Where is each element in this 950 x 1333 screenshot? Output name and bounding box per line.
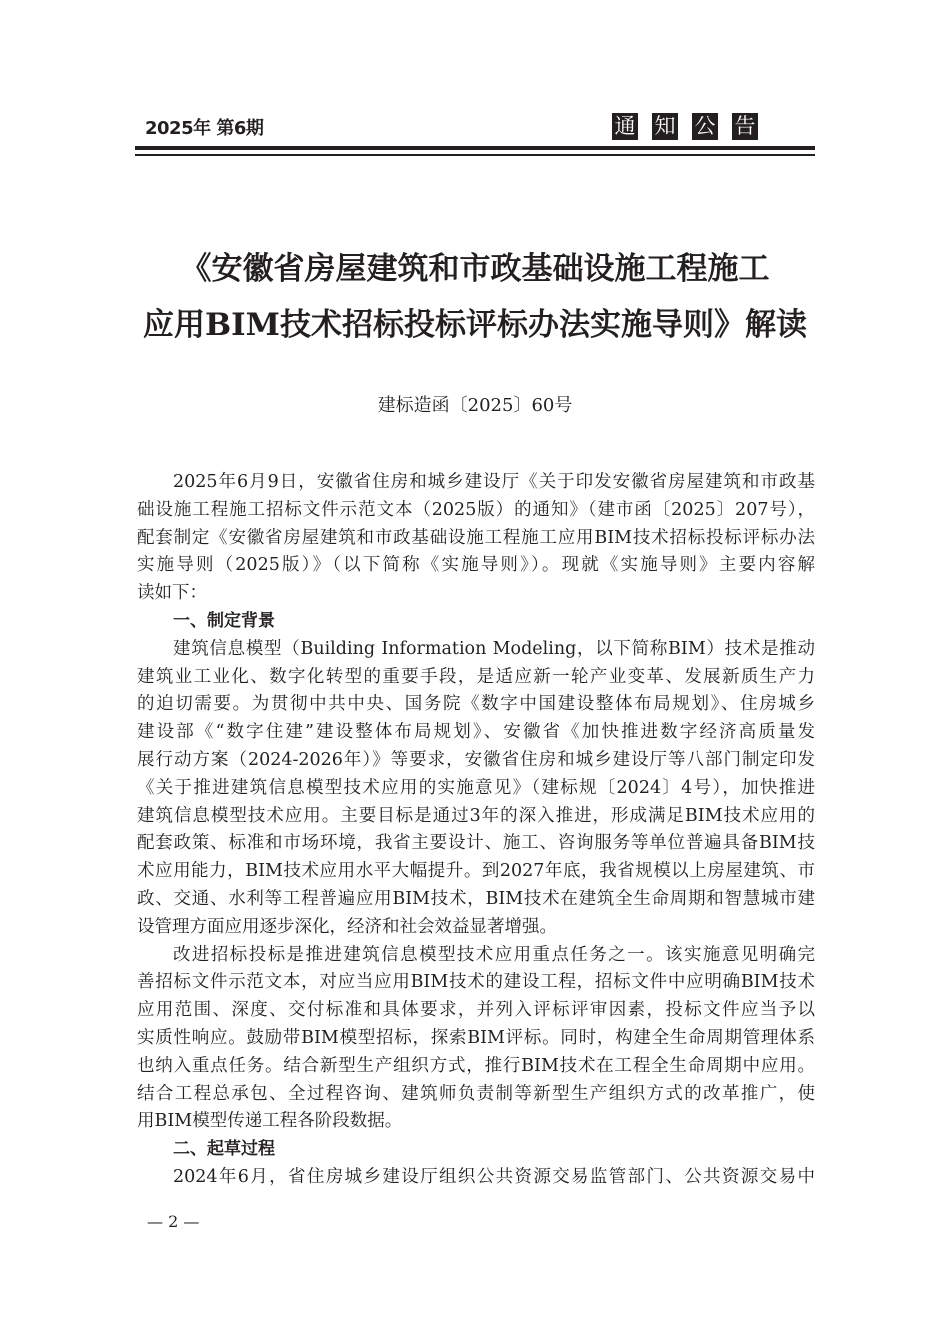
paragraph-line: 建筑信息模型（Building Information Modeling，以下简称BIM）技术是推动 (173, 638, 815, 659)
paragraph-line: 建设部《“数字住建”建设整体布局规划》、安徽省《加快推进数字经济高质量发 (137, 722, 815, 743)
article-title-line-1: 《安徽省房屋建筑和市政基础设施工程施工 (180, 251, 770, 287)
paragraph-line: 配套政策、标准和市场环境，我省主要设计、施工、咨询服务等单位普遍具备BIM技 (137, 833, 815, 854)
article-body (137, 469, 815, 1192)
paragraph-line: 建筑业工业化、数字化转型的重要手段，是适应新一轮产业变革、发展新质生产力 (137, 666, 815, 687)
header-rule-thick (135, 146, 815, 150)
paragraph-line: 结合工程总承包、全过程咨询、建筑师负责制等新型生产组织方式的改革推广，使 (137, 1083, 815, 1104)
paragraph-line: 改进招标投标是推进建筑信息模型技术应用重点任务之一。该实施意见明确完 (173, 944, 815, 965)
paragraph-line: 应用范围、深度、交付标准和具体要求，并列入评标评审因素，投标文件应当予以 (137, 1000, 815, 1021)
section-char: 公 (692, 113, 718, 140)
article-title-line-2: 应用BIM技术招标投标评标办法实施导则》解读 (142, 307, 807, 343)
paragraph-line: 也纳入重点任务。结合新型生产组织方式，推行BIM技术在工程全生命周期中应用。 (137, 1055, 815, 1076)
section-heading: 二、起草过程 (173, 1139, 275, 1160)
section-char: 告 (732, 113, 758, 140)
section-char: 知 (652, 113, 678, 140)
paragraph-line: 用BIM模型传递工程各阶段数据。 (137, 1111, 403, 1132)
paragraph-line: 《关于推进建筑信息模型技术应用的实施意见》（建标规〔2024〕4号），加快推进 (137, 777, 815, 798)
paragraph-line: 术应用能力，BIM技术应用水平大幅提升。到2027年底，我省规模以上房屋建筑、市 (137, 861, 815, 882)
paragraph-line: 的迫切需要。为贯彻中共中央、国务院《数字中国建设整体布局规划》、住房城乡 (137, 694, 815, 715)
paragraph-line: 设管理方面应用逐步深化，经济和社会效益显著增强。 (137, 916, 557, 937)
paragraph-line: 实质性响应。鼓励带BIM模型招标，探索BIM评标。同时，构建全生命周期管理体系 (137, 1027, 815, 1048)
paragraph-line: 读如下： (137, 583, 207, 604)
paragraph-line: 2025年6月9日，安徽省住房和城乡建设厅《关于印发安徽省房屋建筑和市政基 (173, 472, 815, 492)
paragraph-line: 政、交通、水利等工程普遍应用BIM技术，BIM技术在建筑全生命周期和智慧城市建 (137, 888, 815, 909)
section-heading: 一、制定背景 (173, 610, 275, 631)
page-number: — 2 — (147, 1212, 200, 1231)
paragraph-line: 配套制定《安徽省房屋建筑和市政基础设施工程施工应用BIM技术招标投标评标办法 (137, 527, 815, 548)
issue-label: 2025年 第6期 (145, 118, 264, 139)
paragraph-line: 础设施工程施工招标文件示范文本（2025版）的通知》（建市函〔2025〕207号）， (137, 499, 815, 520)
paragraph-line: 展行动方案（2024-2026年）》等要求，安徽省住房和城乡建设厅等八部门制定印发 (137, 749, 815, 770)
paragraph-line: 建筑信息模型技术应用。主要目标是通过3年的深入推进，形成满足BIM技术应用的 (137, 805, 815, 826)
document-number: 建标造函〔2025〕60号 (377, 395, 573, 416)
section-label (612, 113, 758, 140)
paragraph-line: 2024年6月，省住房城乡建设厅组织公共资源交易监管部门、公共资源交易中 (173, 1166, 815, 1187)
header-rule-thin (135, 154, 815, 156)
paragraph-line: 实施导则（2025版）》（以下简称《实施导则》）。现就《实施导则》主要内容解 (137, 555, 815, 576)
paragraph-line: 善招标文件示范文本，对应当应用BIM技术的建设工程，招标文件中应明确BIM技术 (137, 972, 815, 993)
section-char: 通 (612, 113, 638, 140)
